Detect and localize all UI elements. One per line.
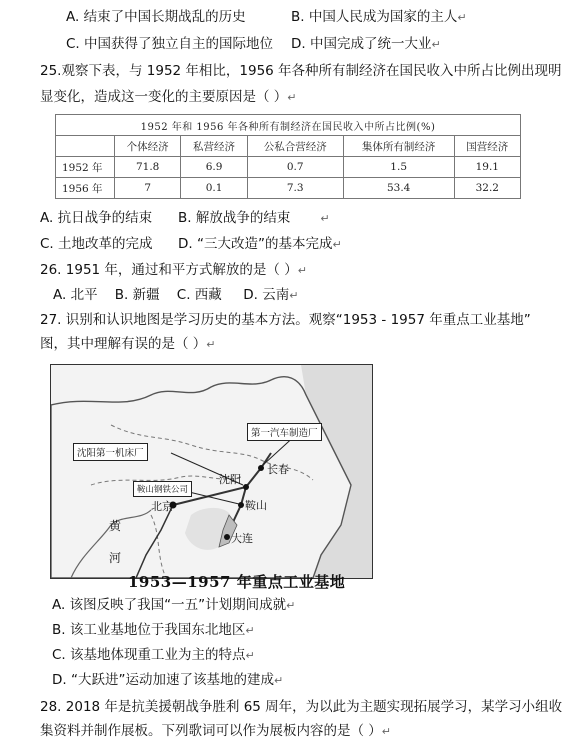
table-cell: 6.9 <box>181 157 247 178</box>
return-mark-icon: ↵ <box>297 264 307 277</box>
table-cell: 7.3 <box>247 178 343 199</box>
q24-option-a: A. 结束了中国长期战乱的历史 <box>66 9 246 25</box>
q24-option-d: D. 中国完成了统一大业↵ <box>291 36 441 52</box>
return-mark-icon: ↵ <box>206 338 216 351</box>
city-label-shenyang: 沈阳 <box>219 473 241 486</box>
table-header-cell: 个体经济 <box>115 136 181 157</box>
q25-option-b: B. 解放战争的结束 ↵ <box>178 210 330 226</box>
q25-stem-line2: 显变化，造成这一变化的主要原因是（ ）↵ <box>40 89 297 105</box>
table-cell: 19.1 <box>454 157 520 178</box>
q27-stem-line2: 图，其中理解有误的是（ ）↵ <box>40 336 216 352</box>
city-label-dalian: 大连 <box>231 532 253 545</box>
river-label-he: 河 <box>109 551 122 565</box>
q28-stem-line1: 28. 2018 年是抗美援朝战争胜利 65 周年，为以此为主题实现拓展学习，某学习小组收 <box>40 699 563 715</box>
table-cell: 1.5 <box>343 157 454 178</box>
return-mark-icon: ↵ <box>287 91 297 104</box>
table-header-cell: 私营经济 <box>181 136 247 157</box>
table-cell: 53.4 <box>343 178 454 199</box>
return-mark-icon: ↵ <box>245 649 255 662</box>
sea-area <box>301 365 372 578</box>
table-cell: 7 <box>115 178 181 199</box>
industrial-base-map <box>50 364 373 579</box>
q27-option-b: B. 该工业基地位于我国东北地区↵ <box>52 622 255 638</box>
q25-option-a: A. 抗日战争的结束 <box>40 210 153 226</box>
leader-line <box>189 492 239 504</box>
city-label-changchun: 长春 <box>267 463 289 476</box>
q26-option-a: A. 北平 <box>53 287 98 303</box>
city-dot-dalian <box>224 534 230 540</box>
q27-option-a: A. 该图反映了我国“一五”计划期间成就↵ <box>52 597 296 613</box>
q25-option-d: D. “三大改造”的基本完成↵ <box>178 236 342 252</box>
q28-stem-line2: 集资料并制作展板。下列歌词可以作为展板内容的是（ ）↵ <box>40 723 392 739</box>
q25-stem-line1: 25.观察下表，与 1952 年相比，1956 年各种所有制经济在国民收入中所占比例出现明 <box>40 63 562 79</box>
return-mark-icon: ↵ <box>332 238 342 251</box>
q24-option-c: C. 中国获得了独立自主的国际地位 <box>66 36 274 52</box>
q26-stem: 26. 1951 年，通过和平方式解放的是（ ）↵ <box>40 262 307 278</box>
map-drawing <box>51 365 372 578</box>
table-header-cell: 集体所有制经济 <box>343 136 454 157</box>
table-cell: 32.2 <box>454 178 520 199</box>
q25-option-c: C. 土地改革的完成 <box>40 236 153 252</box>
q26-options <box>53 286 298 305</box>
table-header-cell: 公私合营经济 <box>247 136 343 157</box>
label-box-shenyang-machine: 沈阳第一机床厂 <box>73 443 148 461</box>
city-label-beijing: 北京 <box>151 500 173 513</box>
city-dot-anshan <box>238 502 244 508</box>
return-mark-icon: ↵ <box>245 624 255 637</box>
return-mark-icon: ↵ <box>286 599 296 612</box>
table-header-cell <box>56 136 115 157</box>
return-mark-icon: ↵ <box>273 674 284 687</box>
city-label-anshan: 鞍山 <box>245 499 267 512</box>
q26-option-c: C. 西藏 <box>176 287 222 303</box>
q27-option-c: C. 该基地体现重工业为主的特点↵ <box>52 647 255 663</box>
railway <box>136 505 173 578</box>
table-cell: 0.1 <box>181 178 247 199</box>
q27-stem-line1: 27. 识别和认识地图是学习历史的基本方法。观察“1953 - 1957 年重点工业基地” <box>40 312 531 328</box>
q25-table <box>55 114 521 199</box>
table-header-cell: 国营经济 <box>454 136 520 157</box>
label-box-faw: 第一汽车制造厂 <box>247 423 322 441</box>
q27-option-d: D. “大跃进”运动加速了该基地的建成↵ <box>52 672 284 688</box>
city-dot-changchun <box>258 465 264 471</box>
return-mark-icon: ↵ <box>289 289 299 302</box>
return-mark-icon: ↵ <box>431 38 441 51</box>
table-cell: 1956 年 <box>56 178 115 199</box>
table-cell: 1952 年 <box>56 157 115 178</box>
q26-option-d: D. 云南 <box>243 287 290 303</box>
table-header-row <box>56 136 521 157</box>
river-label-huang: 黄 <box>109 519 122 533</box>
q26-option-b: B. 新疆 <box>114 287 160 303</box>
q24-option-b: B. 中国人民成为国家的主人↵ <box>291 9 467 25</box>
label-box-anshan-steel: 鞍山钢铁公司 <box>133 481 192 497</box>
table-row <box>56 157 521 178</box>
table-cell: 71.8 <box>115 157 181 178</box>
table-caption: 1952 年和 1956 年各种所有制经济在国民收入中所占比例(%) <box>56 115 521 136</box>
return-mark-icon: ↵ <box>320 212 330 225</box>
map-caption: 1953—1957 年重点工业基地 <box>128 573 346 591</box>
return-mark-icon: ↵ <box>381 725 392 738</box>
table-row <box>56 178 521 199</box>
city-dot-shenyang <box>243 484 249 490</box>
return-mark-icon: ↵ <box>457 11 467 24</box>
table-cell: 0.7 <box>247 157 343 178</box>
